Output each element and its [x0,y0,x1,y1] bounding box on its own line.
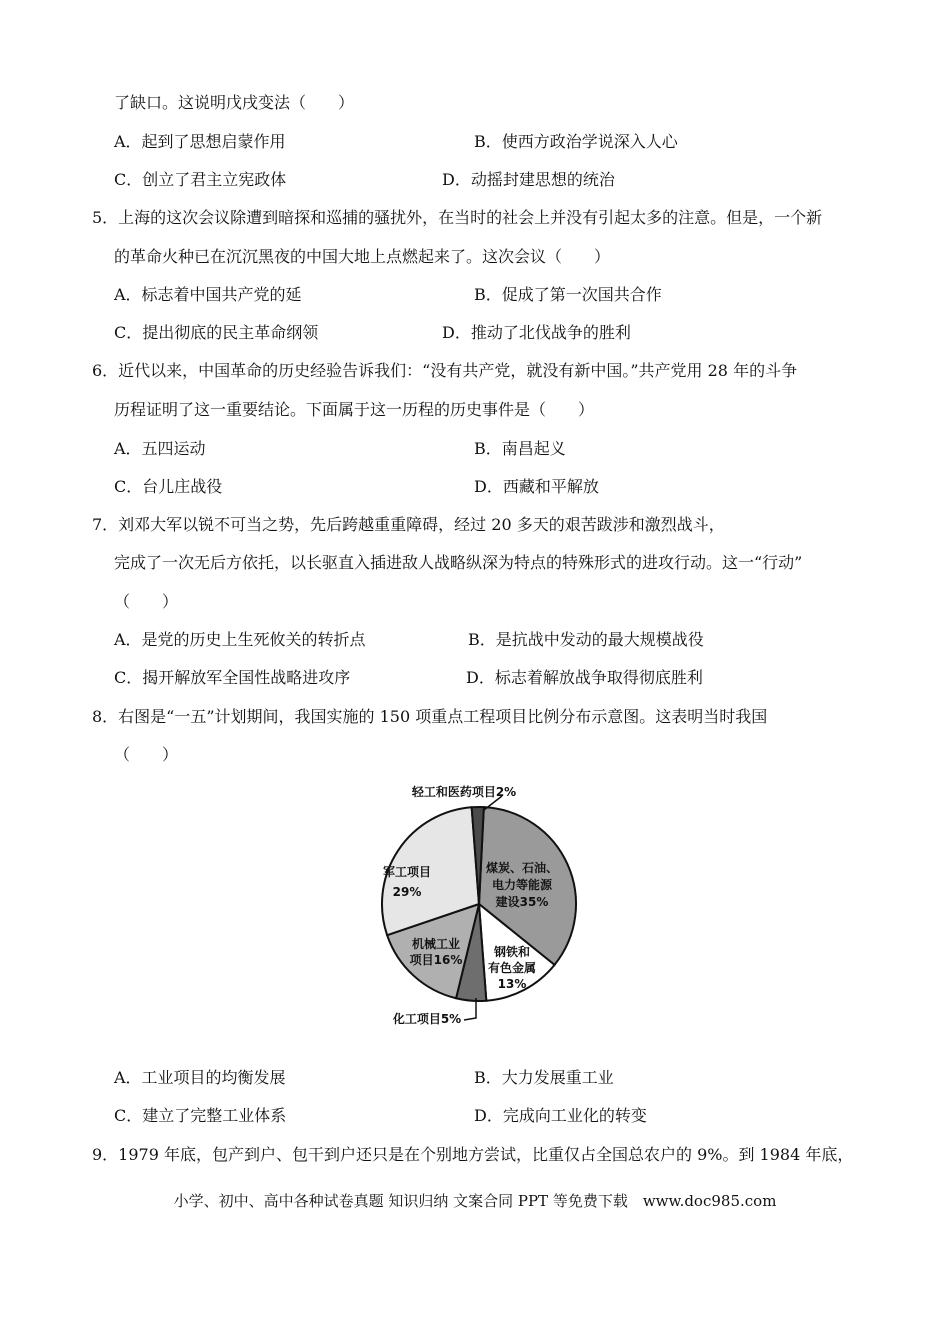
q7-stem-line2: 完成了一次无后方依托，以长驱直入插进敌人战略纵深为特点的特殊形式的进攻行动。这一“行动” [114,553,803,572]
pie-label-3: 机械工业项目16% [409,937,463,967]
q8-option-c[interactable]: C．建立了完整工业体系 [114,1106,287,1125]
q8-option-a[interactable]: A．工业项目的均衡发展 [114,1068,286,1087]
q4-option-a[interactable]: A．起到了思想启蒙作用 [114,132,286,151]
q5-option-d[interactable]: D．推动了北伐战争的胜利 [442,323,631,342]
q4-option-b[interactable]: B．使西方政治学说深入人心 [474,132,678,151]
q5-option-c[interactable]: C．提出彻底的民主革命纲领 [114,323,319,342]
pie-label-4: 军工项目 29% [382,865,432,899]
q6-option-c[interactable]: C．台儿庄战役 [114,477,223,496]
q6-stem-line2: 历程证明了这一重要结论。下面属于这一历程的历史事件是（ ） [114,400,595,419]
q8-stem-line1: 8．右图是“一五”计划期间，我国实施的 150 项重点工程项目比例分布示意图。这表明当时我国 [92,707,768,726]
q7-option-b[interactable]: B．是抗战中发动的最大规模战役 [468,630,704,649]
q6-option-b[interactable]: B．南昌起义 [474,439,566,458]
q8-option-b[interactable]: B．大力发展重工业 [474,1068,614,1087]
q7-option-a[interactable]: A．是党的历史上生死攸关的转折点 [114,630,366,649]
pie-label-1: 钢铁和有色金属 13% [487,945,537,991]
q7-option-d[interactable]: D．标志着解放战争取得彻底胜利 [466,668,703,687]
q8-stem-line2: （ ） [114,745,179,764]
q5-stem-line1: 5．上海的这次会议除遭到暗探和巡捕的骚扰外，在当时的社会上并没有引起太多的注意。但是，一个新 [92,208,823,227]
pie-label-5: 轻工和医药项目2% [411,785,517,799]
q7-stem-line1: 7．刘邓大军以锐不可当之势，先后跨越重重障碍，经过 20 多天的艰苦跋涉和激烈战斗， [92,515,725,534]
pie-chart [372,780,592,1030]
q6-stem-line1: 6．近代以来，中国革命的历史经验告诉我们：“没有共产党，就没有新中国。”共产党用 28 年的斗争 [92,361,798,380]
q6-option-d[interactable]: D．西藏和平解放 [474,477,599,496]
q8-option-d[interactable]: D．完成向工业化的转变 [474,1106,647,1125]
q5-option-b[interactable]: B．促成了第一次国共合作 [474,285,662,304]
q9-stem-line1: 9．1979 年底，包产到户、包干到户还只是在个别地方尝试，比重仅占全国总农户的 9%。到 1984 年底， [92,1145,854,1164]
q4-stem-continuation: 了缺口。这说明戊戌变法（ ） [114,93,355,112]
q4-option-d[interactable]: D．动摇封建思想的统治 [442,170,615,189]
q5-option-a[interactable]: A．标志着中国共产党的延 [114,285,302,304]
q6-option-a[interactable]: A．五四运动 [114,439,206,458]
page-footer: 小学、初中、高中各种试卷真题 知识归纳 文案合同 PPT 等免费下载 www.doc985.com [173,1192,777,1210]
pie-label-2: 化工项目5% [392,1012,462,1026]
pie-label-0: 煤炭、石油、电力等能源建设35% [485,861,559,909]
q7-stem-line3: （ ） [114,592,179,611]
q5-stem-line2: 的革命火种已在沉沉黑夜的中国大地上点燃起来了。这次会议（ ） [114,247,611,266]
q4-option-c[interactable]: C．创立了君主立宪政体 [114,170,287,189]
q7-option-c[interactable]: C．揭开解放军全国性战略进攻序 [114,668,351,687]
